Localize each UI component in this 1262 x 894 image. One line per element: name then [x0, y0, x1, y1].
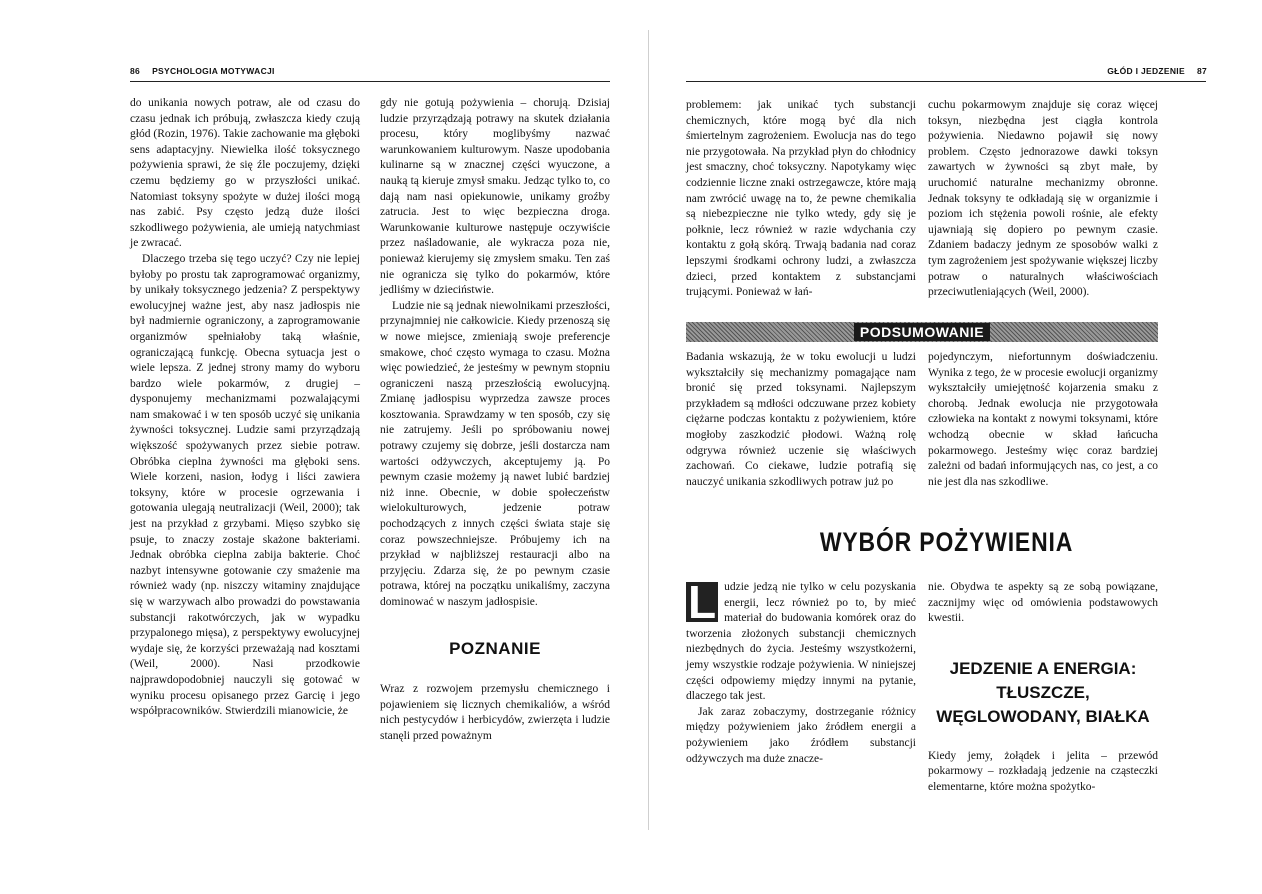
- paragraph: Badania wskazują, że w toku ewolucji u ludzi wykształciły się mechanizmy pomagające nam bronić się przed toksynami. Najlepszym przykładem są mdłości odczuwane przez kobiety ciężarne podczas kontaktu z pożywieniem, które mogłoby zaszkodzić płodowi. Ważną rolę odgrywa również uczenie się właściwych zachowań. Co ciekawe, ludzie potrafią się nauczyć unikania szkodliwych potraw już po: [686, 351, 916, 488]
- right-header-rule: [686, 81, 1206, 82]
- paragraph: Dlaczego trzeba się tego uczyć? Czy nie lepiej byłoby po prostu tak zaprogramować organizmy, by unikały toksycznego jedzenia? Z perspektywy ewolucyjnej ważne jest, aby nasz jadłospis nie był nadmiernie ograniczony, a zaprogramowanie organizmów spełniałoby taką właśnie, ograniczającą funkcję. Obecna sytuacja jest o wiele lepsza. Z jednej strony mamy do wyboru bardzo wiele pokarmów, z drugiej – dysponujemy mechanizmami pozwalającymi nam smakować i w ten sposób uczyć się unikania żywności toksycznej. Ludzie sami przyrządzają większość spożywanych przez siebie potraw. Obróbka cieplna żywności ma głęboki sens. Wiele korzeni, nasion, łodyg i liści zawiera toksyny, które w procesie ogrzewania i gotowania ulegają neutralizacji (Weil, 2000); tak jest na przykład z grzybami. Mięso szybko się psuje, to znaczy zostaje skażone bakteriami. Jednak obróbka cieplna zabija bakterie. Choć nazbyt intensywne gotowanie czy smażenie ma również wady (np. niszczy witaminy znajdujące się w warzywach albo prowadzi do powstawania substancji rakotwórczych, jak w wypadku przypalonego mięsa), z perspektywy ewolucyjnej wydaje się, że korzyści przeważają nad kosztami (Weil, 2000). Nasi przodkowie najprawdopodobniej nauczyli się gotować w wyniku procesu opisanego przez Garcię i jego współpracowników. Stwierdzili mianowicie, że: [130, 252, 360, 718]
- left-running-title: PSYCHOLOGIA MOTYWACJI: [152, 66, 275, 76]
- left-running-head: [130, 66, 275, 76]
- section-heading-poznanie: POZNANIE: [449, 638, 541, 658]
- sub-heading-line: WĘGLOWODANY, BIAŁKA: [936, 706, 1150, 726]
- right-running-title: GŁÓD I JEDZENIE: [1107, 66, 1185, 76]
- right-column-1-top: [686, 98, 916, 301]
- paragraph: gdy nie gotują pożywienia – chorują. Dzisiaj ludzie przyrządzają potrawy na skutek działania procesu, który moglibyśmy nazwać warunkowaniem kulturowym. Nasze upodobania kulinarne są w znacznej części wyuczone, a nauką tą kieruje zmysł smaku. Jedząc tylko to, co dają nam nasi opiekunowie, unikamy groźby zatrucia. Jest to więc bezpieczna droga. Warunkowanie kulturowe następuje oczywiście przez naśladowanie, ale wykracza poza nie, ponieważ kierujemy się zmysłem smaku. Ten zaś nie ogranicza się tylko do pokarmów, które jedliśmy w dzieciństwie.: [380, 97, 610, 297]
- summary-banner: [686, 322, 1158, 342]
- paragraph: cuchu pokarmowym znajduje się coraz więcej toksyn, niezbędna jest ciągła kontrola pożywienia. Niedawno pojawił się nowy problem. Często jednorazowe dawki toksyn zawartych w żywności są zbyt małe, by uruchomić naturalne mechanizmy obronne. Jednak toksyny te odkładają się w organizmie i poziom ich stężenia powoli rośnie, ale efekty ujawniają się dopiero po pewnym czasie. Zdaniem badaczy jednym ze sposobów walki z tym zagrożeniem jest spożywanie większej liczby potraw o naturalnych właściwościach przeciwutleniających (Weil, 2000).: [928, 99, 1158, 299]
- sub-heading-line: JEDZENIE A ENERGIA: TŁUSZCZE,: [949, 658, 1137, 702]
- right-running-head: [1107, 66, 1207, 76]
- left-column-2: [380, 96, 610, 745]
- body-column-1: [686, 576, 916, 767]
- left-page-number: 86: [130, 66, 141, 76]
- paragraph-text: udzie jedzą nie tylko w celu pozyskania energii, lecz również po to, by mieć materiał do budowania komórek oraz do tworzenia złożonych substancji chemicznych niezbędnych do życia. Jesteśmy wszystkożerni, jemy wszystkie rodzaje pożywienia. W niniejszej części odpowiemy między innymi na pytanie, dlaczego tak jest.: [686, 581, 916, 703]
- left-header-rule: [130, 81, 610, 82]
- summary-column-2: [928, 350, 1158, 490]
- chapter-title: WYBÓR POŻYWIENIA: [819, 527, 1074, 557]
- paragraph: [686, 576, 916, 705]
- paragraph: do unikania nowych potraw, ale od czasu do czasu jednak ich próbują, zwłaszcza kiedy czują głód (Rozin, 1976). Takie zachowanie ma głęboki sens adaptacyjny. Niewielka ilość toksycznego pożywienia sprawi, że się źle poczujemy, dzięki czemu będziemy go w przyszłości unikać. Natomiast toksyny spożyte w dużej ilości mogą nas zabić. Psy często jedzą duże ilości szkodliwego pożywienia, ale umieją natychmiast je zwracać.: [130, 97, 360, 250]
- paragraph: pojedynczym, niefortunnym doświadczeniu. Wynika z tego, że w procesie ewolucji organizmy wykształciły umiejętność kojarzenia smaku z chorobą. Jednak ewolucja nie przygotowała człowieka na kontakt z nowymi toksynami, które wchodzą obecnie w skład łańcucha pokarmowego. Jesteśmy więc coraz bardziej zależni od badań informujących nas, co jest, a co nie jest dla nas szkodliwe.: [928, 351, 1158, 488]
- paragraph: problemem: jak unikać tych substancji chemicznych, które mogą być dla nich śmiertelnym zagrożeniem. Ewolucja nas do tego nie przygotowała. Na przykład płyn do chłodnicy jest smaczny, choć toksyczny. Napotykamy więc codziennie liczne znaki ostrzegawcze, które mają nam zwrócić uwagę na to, że pewne chemikalia są niebezpieczne nie tylko wtedy, gdy się je połknie, lecz również w razie wdychania czy kontaktu z gołą skórą. Trwają badania nad coraz lepszymi środkami ochrony ludzi, a zwłaszcza dzieci, przed kontaktem z substancjami trującymi. Ponieważ w łań-: [686, 99, 916, 299]
- right-page: [631, 0, 1262, 894]
- paragraph: Jak zaraz zobaczymy, dostrzeganie różnicy między pożywieniem jako źródłem energii a pożywieniem jako źródłem substancji odżywczych ma duże znacze-: [686, 705, 916, 765]
- summary-column-1: [686, 350, 916, 490]
- summary-label: PODSUMOWANIE: [854, 323, 990, 341]
- paragraph: Kiedy jemy, żołądek i jelita – przewód pokarmowy – rozkładają jedzenie na cząsteczki elementarne, które można spożytko-: [928, 749, 1158, 793]
- left-column-1: [130, 96, 360, 720]
- right-page-number: 87: [1196, 66, 1207, 76]
- paragraph: Wraz z rozwojem przemysłu chemicznego i pojawieniem się licznych chemikaliów, a wśród nich pestycydów i herbicydów, zwierzęta i ludzie stanęli przed poważnym: [380, 683, 610, 742]
- body-column-2: [928, 580, 1158, 796]
- drop-cap: L: [688, 576, 717, 628]
- sub-heading: [928, 657, 1158, 729]
- right-column-2-top: [928, 98, 1158, 301]
- paragraph: Ludzie nie są jednak niewolnikami przeszłości, przynajmniej nie całkowicie. Kiedy przenoszą się w nowe miejsce, zmieniają swoje preferencje smakowe, choć często wymaga to czasu. Można więc powiedzieć, że jesteśmy w pewnym stopniu ograniczeni naszą przeszłością ewolucyjną. Zmianę jadłospisu wyprzedza zawsze proces kosztowania. Sprawdzamy w ten sposób, czy się nie zatrujemy. Jeśli po spróbowaniu nowej potrawy czujemy się dobrze, jeśli dostarcza nam wartości odżywczych, akceptujemy ją. Po pewnym czasie możemy ją nawet lubić bardziej niż inne. Obecnie, w dobie społeczeństw wielokulturowych, jedzenie potraw pochodzących z innych części świata staje się coraz powszechniejsze. Próbujemy ich na przykład w najbliższej restauracji albo na przyjęciu. Zdarza się, że po pewnym czasie potrawa, której na początku unikaliśmy, zaczyna dominować w naszym jadłospisie.: [380, 299, 610, 608]
- paragraph: nie. Obydwa te aspekty są ze sobą powiązane, zacznijmy więc od omówienia podstawowych kwestii.: [928, 581, 1158, 625]
